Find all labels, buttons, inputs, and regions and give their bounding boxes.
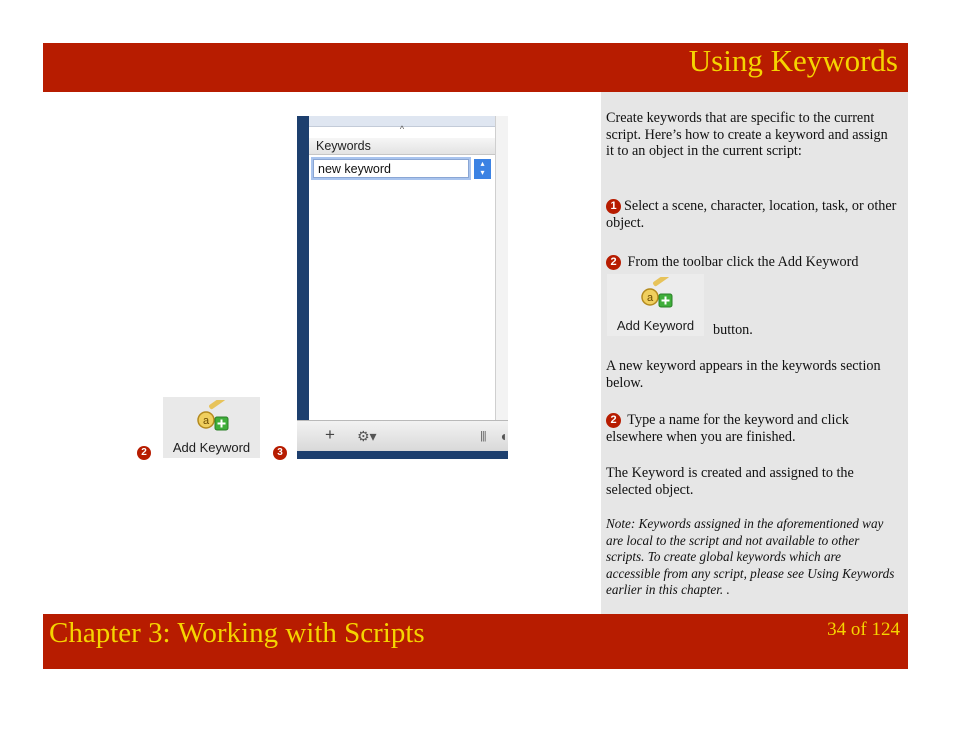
step-3 (606, 412, 898, 445)
svg-text:a: a (646, 292, 653, 304)
chapter-title: Chapter 3: Working with Scripts (49, 617, 425, 649)
stepper-icon: ▴ ▾ (474, 159, 491, 179)
step-2 (606, 254, 898, 271)
keyword-name-field: new keyword (313, 159, 469, 178)
step-3-badge: 2 (606, 413, 621, 428)
new-keyword-text: A new keyword appears in the keywords section below. (606, 358, 881, 391)
page-indicator: 34 of 124 (827, 619, 900, 640)
svg-text:a: a (202, 415, 209, 427)
step-3-text: Type a name for the keyword and click elsewhere when you are finished. (606, 412, 849, 445)
keywords-list (309, 116, 495, 420)
note-text: Note: Keywords assigned in the aforementioned way are local to the script and not available to other scripts. To create global keywords which are accessible from any script, please see Using Keywords earlier in this chapter. . (606, 516, 895, 598)
step-2-text: From the toolbar click the Add Keyword (627, 254, 859, 270)
partial-icon: ◖ (499, 428, 508, 444)
callout-3: 3 (273, 446, 287, 460)
add-icon: + (325, 425, 335, 444)
inline-add-keyword-label: Add Keyword (616, 318, 695, 333)
keywords-column-header: Keywords (309, 138, 495, 155)
result-text: The Keyword is created and assigned to the selected object. (606, 465, 854, 498)
page-title: Using Keywords (688, 43, 898, 78)
keywords-panel-screenshot (297, 116, 508, 459)
resize-grip-icon: ||| (480, 430, 486, 442)
key-add-icon (190, 400, 234, 432)
step-1-badge: 1 (606, 199, 621, 214)
panel-toolbar (297, 420, 508, 451)
step-1 (606, 198, 898, 231)
intro-text: Create keywords that are specific to the current script. Here’s how to create a keyword and assign it to an object in the current script: (606, 110, 888, 159)
gear-icon: ⚙▾ (357, 428, 377, 444)
step-2-suffix: button. (713, 322, 753, 338)
callout-2: 2 (137, 446, 151, 460)
footer-bar (43, 614, 908, 669)
key-add-icon (634, 277, 678, 309)
step-1-text: Select a scene, character, location, task, or other object. (606, 198, 897, 231)
add-keyword-label: Add Keyword (172, 440, 251, 455)
add-keyword-button-image (163, 397, 260, 458)
panel-scrollbar (495, 116, 508, 420)
step-2-badge: 2 (606, 255, 621, 270)
header-bar (43, 43, 908, 92)
instructions-sidebar (601, 92, 908, 614)
collapse-caret-icon: ^ (399, 124, 405, 134)
inline-add-keyword-button-image (607, 274, 704, 336)
